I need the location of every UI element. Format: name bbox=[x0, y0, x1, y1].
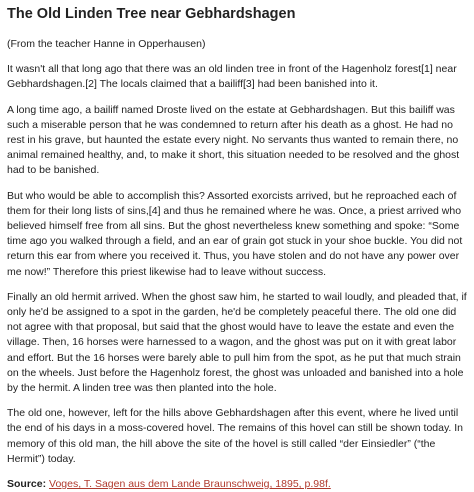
paragraph-2: A long time ago, a bailiff named Droste lived on the estate at Gebhardshagen. But this bailiff was such a miserable person that he was condemned to return after his death as a ghost. He had no rest in his grave, but haunted the estate every night. No servants thus wanted to remain there, no animal remained healthy, and, to make it short, this situation needed to be resolved and the ghost had to be banished. bbox=[7, 103, 460, 177]
paragraph-5: The old one, however, left for the hills above Gebhardshagen after this event, where he lived until the end of his days in a moss-covered hovel. The remains of this hovel can still be shown today. In memory of this old man, the hill above the site of the hovel is still called “der Einsiedler” (“the Hermit”) today. bbox=[7, 407, 464, 465]
subtitle: (From the teacher Hanne in Opperhausen) bbox=[7, 38, 206, 50]
page-title: The Old Linden Tree near Gebhardshagen bbox=[7, 6, 296, 22]
paragraph-1: It wasn't all that long ago that there was an old linden tree in front of the Hagenholz forest[1] near Gebhardshagen.[2] The locals claimed that a bailiff[3] had been banished into it. bbox=[7, 63, 457, 91]
source-label: Source: bbox=[7, 478, 47, 491]
paragraph-3: But who would be able to accomplish this? Assorted exorcists arrived, but he reproached each of them for their long lists of sins,[4] and thus he remained where he was. Once, a priest arrived who believed himself free from all sins. But the ghost nevertheless knew something and spoke: “Some time ago you walked through a field, and an ear of grain got stuck in your shoe buckle. You did not return this ear from where you received it. Thus, you have stolen and do not have any power over me now!” Therefore this priest likewise had to leave without success. bbox=[7, 189, 463, 278]
source-link[interactable]: Voges, T. Sagen aus dem Lande Braunschweig, 1895, p.98f. bbox=[49, 478, 331, 491]
paragraph-4: Finally an old hermit arrived. When the ghost saw him, he started to wail loudly, and pleaded that, if only he'd be assigned to a spot in the garden, he'd be completely peaceful there. The old one did not agree with that proposal, but said that the ghost would have to leave the estate and even the village. Then, 16 horses were harnessed to a wagon, and the ghost was put on it with great labor and effort. But the 16 horses were barely able to pull him from the spot, as he put that much strain on the wheels. Just before the Hagenholz forest, the ghost was unloaded and banished into a hole by the hermit. A linden tree was then planted into the hole. bbox=[7, 290, 467, 395]
